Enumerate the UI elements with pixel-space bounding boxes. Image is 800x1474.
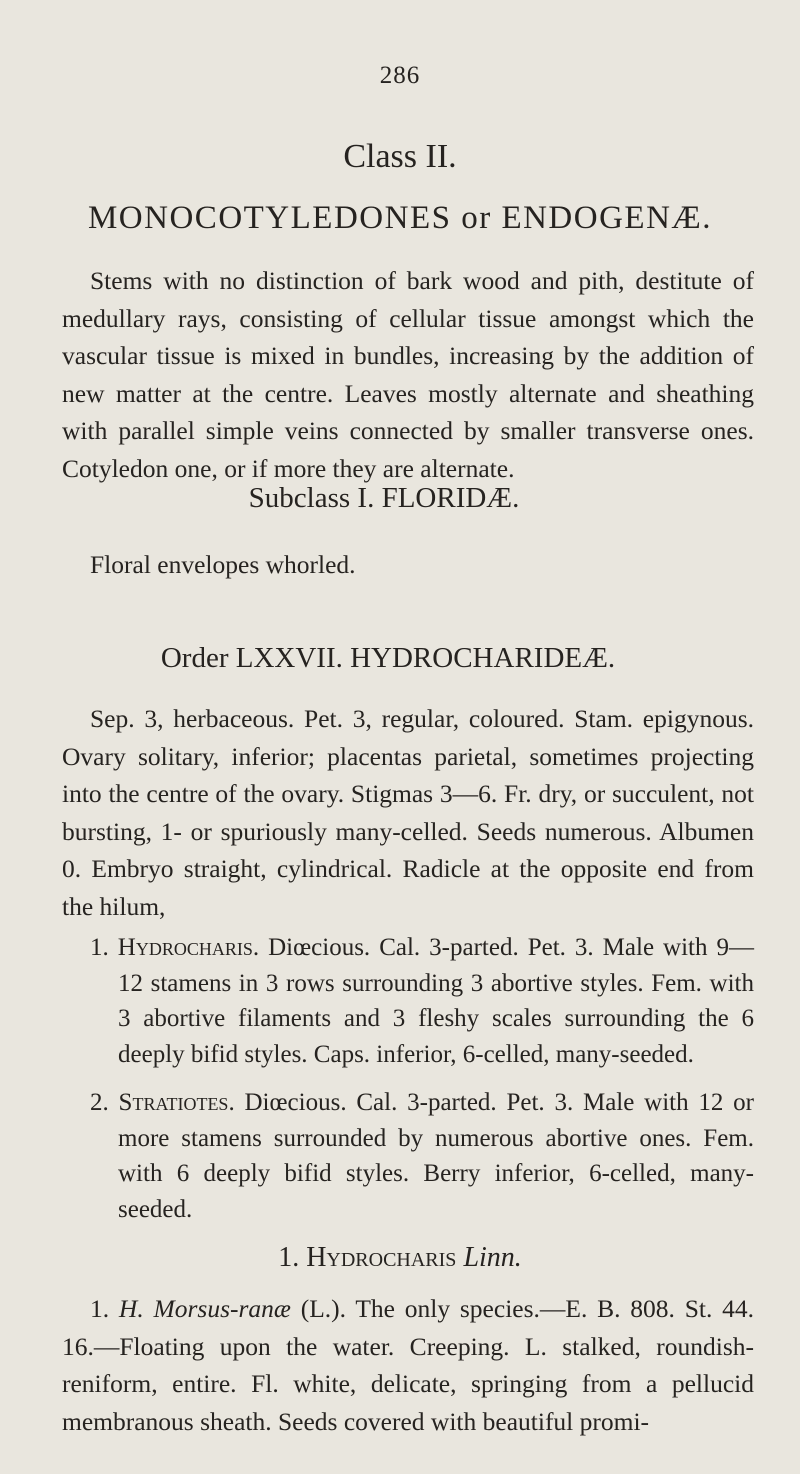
species-entry-name: H. Morsus-ranæ <box>118 1294 291 1323</box>
genus-heading-number: 1. <box>278 1242 300 1273</box>
genus-entry-2-name: Stratiotes. <box>118 1089 235 1116</box>
species-entry-body <box>62 1290 754 1440</box>
subclass-description <box>62 546 754 584</box>
genus-entry-1-number: 1. <box>90 934 109 961</box>
genus-entry-2-text: Diœcious. Cal. 3-parted. Pet. 3. Male with 12 or more stamens surrounded by numerous abortive ones. Fem. with 6 deeply bifid styles. Berry inferior, 6-celled, many-seeded. <box>118 1089 755 1223</box>
class-description <box>62 262 754 488</box>
genus-entry-1 <box>62 930 754 1072</box>
genus-entry-2-number: 2. <box>90 1089 109 1116</box>
subclass-heading: Subclass I. FLORIDÆ. <box>248 482 520 514</box>
species-entry-number: 1. <box>90 1294 110 1323</box>
subclass-description-text: Floral envelopes whorled. <box>90 550 356 579</box>
genus-heading-name: Hydrocharis <box>306 1242 457 1273</box>
species-entry <box>62 1290 754 1440</box>
order-description-text: Sep. 3, herbaceous. Pet. 3, regular, coloured. Stam. epigynous. Ovary solitary, inferior; placentas parietal, sometimes projecting into the centre of the ovary. Stigmas 3—6. Fr. dry, or succulent, not bursting, 1- or spuriously many-celled. Seeds numerous. Albumen 0. Embryo straight, cylindrical. Radicle at the opposite end from the hilum, <box>62 704 754 921</box>
species-entry-text: The only species.—E. B. 808. St. 44. 16.—Floating upon the water. Creeping. L. stalked, roundish-reniform, entire. Fl. white, delicate, springing from a pellucid membranous sheath. Seeds covered with beautiful promi- <box>62 1294 754 1436</box>
genus-heading-author: Linn. <box>463 1242 522 1273</box>
page-number: 286 <box>379 62 421 89</box>
order-description <box>62 700 754 926</box>
genus-entry-2 <box>62 1085 754 1227</box>
species-entry-author: (L.). <box>300 1294 347 1323</box>
genus-entry-1-text: Diœcious. Cal. 3-parted. Pet. 3. Male with 9—12 stamens in 3 rows surrounding 3 abortive styles. Fem. with 3 abortive filaments and 3 fleshy scales surrounding the 6 deeply bifid styles. Caps. inferior, 6-celled, many-seeded. <box>118 934 755 1068</box>
genus-entry-2-body <box>90 1085 754 1227</box>
genus-entry-1-name: Hydrocharis. <box>117 934 260 961</box>
genus-entry-1-body <box>90 930 754 1072</box>
genus-heading <box>0 1242 800 1274</box>
class-description-text: Stems with no distinction of bark wood and pith, destitute of medullary rays, consisting of cellular tissue amongst which the vascular tissue is mixed in bundles, increasing by the addition of new matter at the centre. Leaves mostly alternate and sheathing with parallel simple veins connected by smaller transverse ones. Cotyledon one, or if more they are alternate. <box>62 266 754 483</box>
order-heading: Order LXXVII. HYDROCHARIDEÆ. <box>160 642 616 674</box>
main-heading: MONOCOTYLEDONES or ENDOGENÆ. <box>87 200 713 236</box>
class-heading: Class II. <box>343 138 457 175</box>
